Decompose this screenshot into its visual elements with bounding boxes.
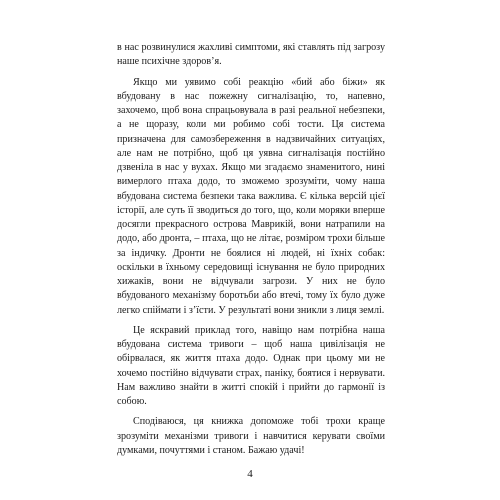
page-number: 4 xyxy=(247,468,253,480)
paragraph-3: Це яскравий приклад того, навіщо нам потрібна наша вбудована система тривоги – щоб наша цивілізація не обірвалася, як життя птаха додо. Однак при цьому ми не хочемо постійно відчувати страх, паніку, боятися і нервувати. Нам важливо знайти в житті спокій і прийти до гармонії із собою. xyxy=(117,324,385,407)
paragraph-4: Сподіваюся, ця книжка допоможе тобі трохи краще зрозуміти механізми тривоги і навчитися керувати своїми думками, почуттями і станом. Бажаю удачі! xyxy=(117,416,385,456)
paragraph-1: в нас розвинулися жахливі симптоми, які ставлять під загрозу наше психічне здоров’я. xyxy=(117,42,385,68)
body-text xyxy=(117,41,385,458)
paragraph-2: Якщо ми уявимо собі реакцію «бий або біжи» як вбудовану в нас пожежну сигналізацію, то, напевно, захочемо, щоб вона спрацьовувала в разі реальної небезпеки, а не щоразу, коли ми робимо собі тости. Ця система призначена для самозбереження в надзвичайних ситуаціях, але нам не потрібно, щоб ця уявна сигналізація постійно дзвеніла в нас у вухах. Якщо ми згадаємо знаменитого, нині вимерлого птаха додо, то зможемо зрозуміти, чому наша вбудована система безпеки така важлива. Є кілька версій цієї історії, але суть її зводиться до того, що, коли моряки вперше досягли прекрасного острова Маврикій, вони натрапили на додо, або дронта, – птаха, що не літає, розміром трохи більше за індичку. Дронти не боялися ні людей, ні їхніх собак: оскільки в їхньому середовищі існування не було природних хижаків, вони не відчували загрози. У них не було вбудованого механізму боротьби або втечі, тому їх було дуже легко спіймати і з’їсти. У результаті вони зникли з лиця землі. xyxy=(117,76,385,316)
